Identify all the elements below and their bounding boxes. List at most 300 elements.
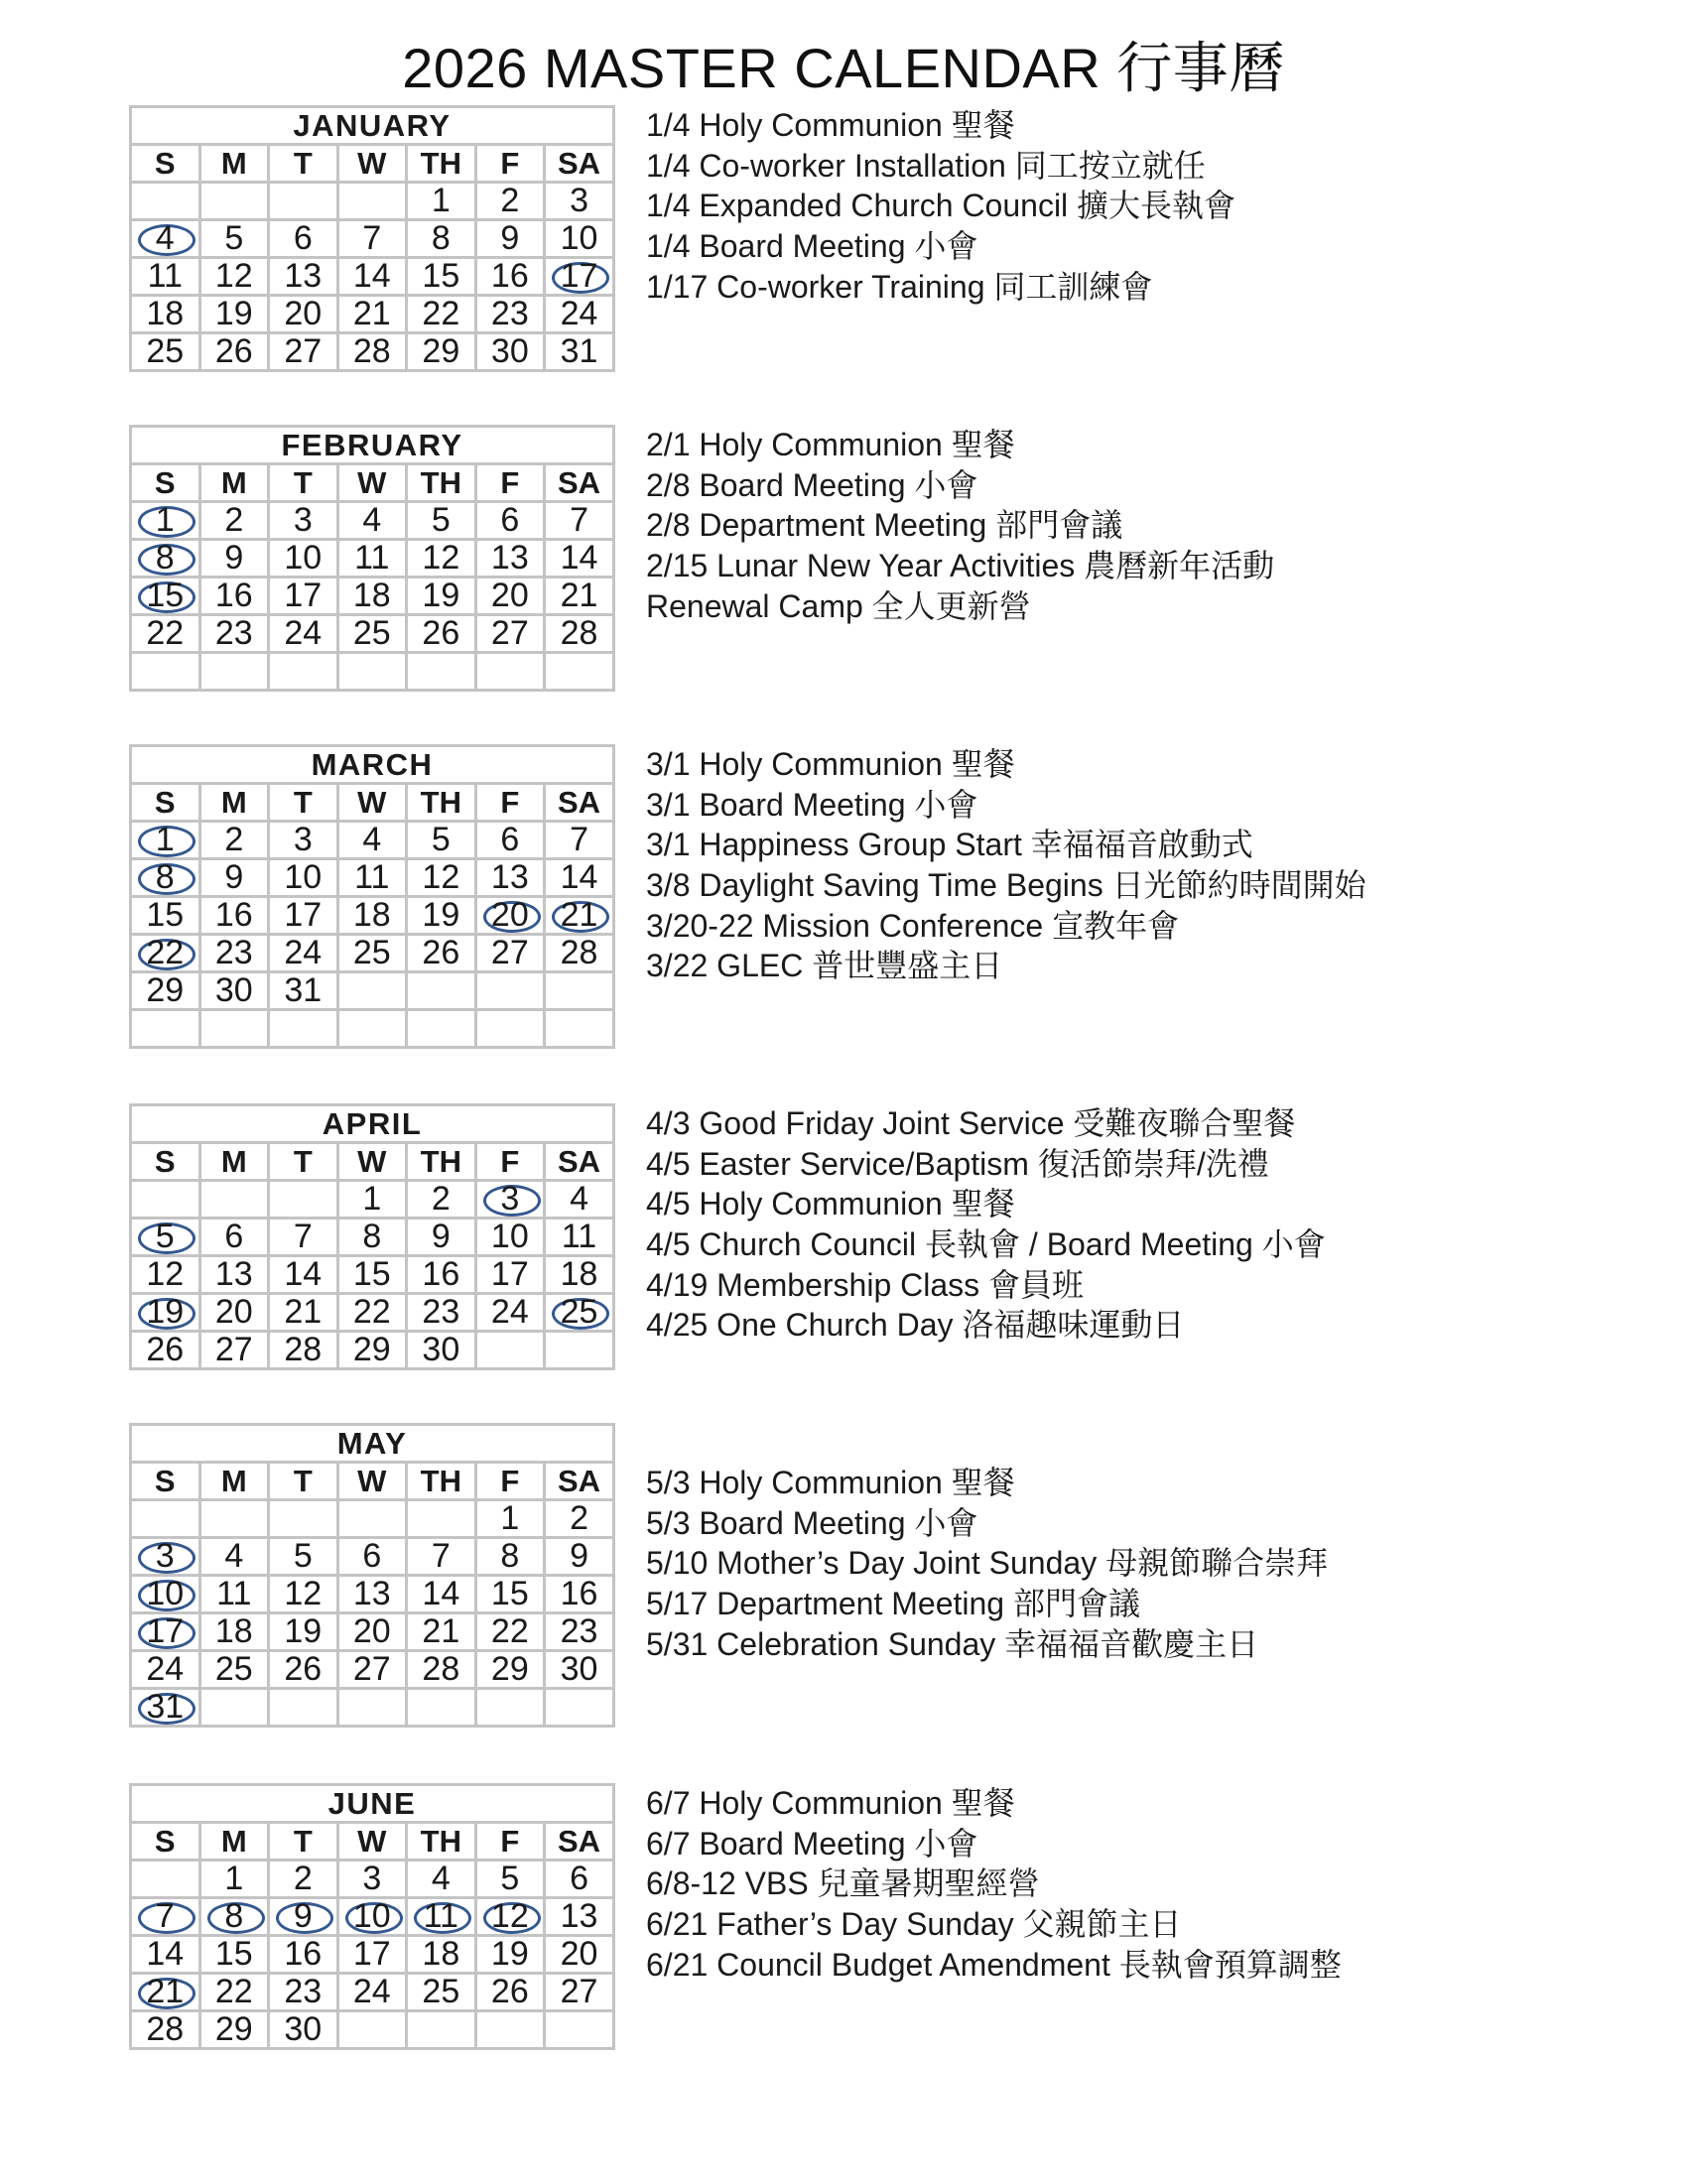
day-cell [337, 1898, 407, 1936]
day-cell [475, 540, 545, 578]
event-item: 6/8-12 VBS 兒童暑期聖經營 [646, 1865, 1040, 1902]
day-cell [199, 1576, 269, 1613]
day-number: 23 [214, 934, 253, 971]
day-cell [407, 1294, 476, 1332]
day-cell [545, 935, 614, 972]
week-row [131, 1613, 614, 1651]
day-number: 28 [284, 1331, 323, 1368]
weekday-header: SA [545, 1463, 614, 1500]
event-item: 4/19 Membership Class 會員班 [646, 1266, 1085, 1303]
day-number: 29 [146, 971, 185, 1009]
day-number: 12 [490, 1897, 529, 1935]
day-number: 17 [560, 257, 598, 295]
day-number: 7 [293, 1218, 313, 1255]
empty-cell [407, 653, 476, 691]
day-cell [337, 897, 407, 935]
empty-cell [407, 2011, 476, 2049]
day-number: 25 [422, 1973, 460, 2010]
day-number: 19 [490, 1935, 529, 1973]
day-cell [131, 1219, 200, 1256]
day-number: 7 [155, 1897, 175, 1935]
day-cell [545, 540, 614, 578]
day-number: 24 [284, 614, 323, 652]
weekday-header: M [199, 1823, 269, 1861]
day-number: 19 [284, 1612, 323, 1650]
day-cell [337, 615, 407, 653]
day-cell [407, 1861, 476, 1898]
day-number: 6 [362, 1537, 382, 1575]
day-number: 11 [216, 1575, 252, 1612]
event-item: 3/1 Holy Communion 聖餐 [646, 746, 1015, 782]
day-cell [475, 333, 545, 371]
day-cell [269, 972, 338, 1010]
day-number: 3 [570, 182, 588, 219]
day-number: 24 [560, 295, 598, 332]
day-number: 9 [431, 1218, 451, 1255]
day-cell [475, 897, 545, 935]
weekday-header: S [131, 464, 200, 502]
empty-cell [337, 1689, 407, 1727]
weekday-header: S [131, 1463, 200, 1500]
month-february [0, 425, 1687, 722]
day-cell [199, 615, 269, 653]
day-number: 13 [490, 858, 529, 896]
event-list [646, 1103, 1326, 1346]
day-cell [407, 220, 476, 258]
day-number: 26 [490, 1973, 529, 2010]
event-item: 2/8 Department Meeting 部門會議 [646, 507, 1123, 544]
empty-cell [545, 2011, 614, 2049]
day-number: 27 [560, 1973, 598, 2010]
week-row [131, 183, 614, 220]
day-cell [475, 296, 545, 333]
day-number: 3 [155, 1537, 175, 1575]
day-cell [407, 1256, 476, 1294]
weekday-header: F [475, 464, 545, 502]
day-cell [545, 897, 614, 935]
empty-cell [199, 1010, 269, 1048]
day-number: 15 [146, 577, 185, 614]
day-cell [337, 1974, 407, 2011]
day-cell [199, 1898, 269, 1936]
day-number: 25 [352, 614, 391, 652]
day-cell [475, 1538, 545, 1576]
day-cell [269, 1974, 338, 2011]
day-cell [199, 220, 269, 258]
week-row [131, 1332, 614, 1369]
day-cell [407, 1974, 476, 2011]
event-item: 1/4 Expanded Church Council 擴大長執會 [646, 188, 1236, 224]
day-cell [545, 333, 614, 371]
weekday-header: W [337, 784, 407, 822]
day-cell [269, 1219, 338, 1256]
week-row [131, 1538, 614, 1576]
day-number: 5 [500, 1860, 520, 1897]
day-number: 10 [284, 539, 323, 577]
day-cell [131, 296, 200, 333]
day-cell [269, 897, 338, 935]
empty-cell [269, 1010, 338, 1048]
empty-cell [337, 183, 407, 220]
day-cell [545, 1861, 614, 1898]
day-number: 18 [146, 295, 185, 332]
day-number: 29 [422, 332, 460, 370]
event-item: 1/4 Board Meeting 小會 [646, 228, 978, 265]
day-cell [337, 1651, 407, 1689]
day-cell [545, 1936, 614, 1974]
day-number: 12 [146, 1255, 185, 1293]
page-title: 2026 MASTER CALENDAR 行事曆 [402, 37, 1285, 99]
day-cell [337, 1219, 407, 1256]
week-row [131, 1576, 614, 1613]
month-name: MARCH [131, 746, 614, 784]
weekday-header: TH [407, 464, 476, 502]
day-number: 30 [422, 1331, 460, 1368]
day-number: 26 [146, 1331, 185, 1368]
day-number: 6 [500, 821, 520, 858]
empty-cell [131, 1861, 200, 1898]
day-cell [269, 296, 338, 333]
day-number: 20 [560, 1935, 598, 1973]
empty-cell [131, 1010, 200, 1048]
day-number: 12 [284, 1575, 323, 1612]
day-number: 4 [224, 1537, 244, 1575]
month-march [0, 744, 1687, 1042]
day-number: 13 [214, 1255, 253, 1293]
day-number: 16 [284, 1935, 323, 1973]
weekday-header: S [131, 784, 200, 822]
day-number: 8 [362, 1218, 382, 1255]
week-row [131, 1974, 614, 2011]
day-cell [545, 183, 614, 220]
day-cell [199, 1613, 269, 1651]
day-cell [407, 1219, 476, 1256]
day-number: 30 [284, 2010, 323, 2048]
empty-cell [337, 653, 407, 691]
day-number: 21 [146, 1973, 185, 2010]
day-number: 22 [146, 614, 185, 652]
calendar-grid [129, 744, 615, 1049]
calendar-grid [129, 1423, 615, 1728]
day-cell [407, 1576, 476, 1613]
day-cell [131, 258, 200, 296]
day-cell [407, 1898, 476, 1936]
day-number: 17 [284, 577, 323, 614]
day-number: 13 [490, 539, 529, 577]
day-cell [199, 1538, 269, 1576]
day-cell [475, 1294, 545, 1332]
day-number: 2 [500, 182, 520, 219]
empty-cell [407, 1689, 476, 1727]
day-number: 12 [214, 257, 253, 295]
day-number: 5 [431, 501, 451, 539]
day-cell [475, 822, 545, 859]
weekday-header: T [269, 145, 338, 183]
day-cell [269, 578, 338, 615]
week-row [131, 822, 614, 859]
event-item: 3/22 GLEC 普世豐盛主日 [646, 948, 1003, 984]
day-number: 7 [570, 821, 588, 858]
day-number: 20 [284, 295, 323, 332]
day-number: 20 [352, 1612, 391, 1650]
day-number: 1 [431, 182, 451, 219]
day-cell [131, 1651, 200, 1689]
event-item: 1/4 Co-worker Installation 同工按立就任 [646, 147, 1206, 184]
day-number: 24 [490, 1293, 529, 1331]
month-january [0, 105, 1687, 403]
day-number: 12 [422, 858, 460, 896]
day-cell [131, 540, 200, 578]
week-row [131, 1898, 614, 1936]
day-cell [199, 972, 269, 1010]
day-cell [407, 502, 476, 540]
day-number: 7 [362, 219, 382, 257]
empty-cell [131, 183, 200, 220]
day-number: 2 [431, 1180, 451, 1218]
day-cell [475, 1256, 545, 1294]
day-number: 18 [560, 1255, 598, 1293]
day-cell [199, 1974, 269, 2011]
day-cell [131, 220, 200, 258]
weekday-header: SA [545, 784, 614, 822]
weekday-header: S [131, 1143, 200, 1181]
month-name: JUNE [131, 1785, 614, 1823]
event-item: 4/5 Church Council 長執會 / Board Meeting 小會 [646, 1226, 1326, 1263]
day-cell [131, 1689, 200, 1727]
week-row [131, 540, 614, 578]
day-number: 15 [490, 1575, 529, 1612]
day-cell [131, 935, 200, 972]
day-cell [407, 897, 476, 935]
day-cell [269, 1613, 338, 1651]
week-row [131, 859, 614, 897]
day-number: 9 [570, 1537, 588, 1575]
day-cell [545, 1538, 614, 1576]
day-cell [337, 1181, 407, 1219]
day-cell [407, 258, 476, 296]
day-number: 19 [146, 1293, 185, 1331]
day-cell [337, 1538, 407, 1576]
event-item: 1/4 Holy Communion 聖餐 [646, 107, 1015, 143]
weekday-header: F [475, 1463, 545, 1500]
week-row [131, 1294, 614, 1332]
event-item: 3/8 Daylight Saving Time Begins 日光節約時間開始 [646, 867, 1366, 904]
day-cell [475, 1974, 545, 2011]
day-number: 14 [422, 1575, 460, 1612]
day-number: 30 [490, 332, 529, 370]
event-list [646, 105, 1235, 307]
empty-cell [475, 1332, 545, 1369]
day-number: 18 [352, 896, 391, 934]
day-cell [407, 1332, 476, 1369]
day-number: 26 [214, 332, 253, 370]
day-cell [337, 333, 407, 371]
day-number: 1 [155, 501, 175, 539]
day-number: 6 [570, 1860, 588, 1897]
day-number: 6 [293, 219, 313, 257]
day-number: 11 [423, 1897, 458, 1935]
empty-cell [545, 653, 614, 691]
day-cell [131, 897, 200, 935]
day-number: 27 [284, 332, 323, 370]
day-number: 8 [431, 219, 451, 257]
day-cell [269, 1861, 338, 1898]
day-cell [545, 1219, 614, 1256]
week-row [131, 1861, 614, 1898]
day-cell [407, 1613, 476, 1651]
event-list [646, 425, 1274, 626]
weekday-header: S [131, 1823, 200, 1861]
day-cell [475, 1898, 545, 1936]
day-number: 11 [147, 257, 183, 295]
day-cell [131, 502, 200, 540]
day-number: 24 [352, 1973, 391, 2010]
day-cell [199, 897, 269, 935]
day-cell [337, 1576, 407, 1613]
week-row [131, 1219, 614, 1256]
event-item: 4/5 Holy Communion 聖餐 [646, 1186, 1015, 1222]
day-number: 3 [500, 1180, 520, 1218]
empty-cell [199, 1689, 269, 1727]
weekday-header: M [199, 1463, 269, 1500]
day-cell [475, 578, 545, 615]
week-row [131, 615, 614, 653]
empty-cell [407, 1500, 476, 1538]
day-number: 29 [214, 2010, 253, 2048]
day-cell [199, 333, 269, 371]
day-number: 16 [214, 896, 253, 934]
day-number: 27 [490, 614, 529, 652]
day-cell [545, 296, 614, 333]
event-item: 3/1 Happiness Group Start 幸福福音啟動式 [646, 827, 1253, 863]
weekday-header: M [199, 1143, 269, 1181]
day-cell [337, 1332, 407, 1369]
day-number: 21 [560, 577, 598, 614]
empty-cell [199, 183, 269, 220]
empty-cell [269, 183, 338, 220]
day-number: 9 [224, 539, 244, 577]
day-number: 30 [214, 971, 253, 1009]
day-number: 18 [214, 1612, 253, 1650]
empty-cell [269, 1500, 338, 1538]
day-number: 27 [490, 934, 529, 971]
day-cell [269, 1651, 338, 1689]
day-cell [545, 615, 614, 653]
day-number: 16 [560, 1575, 598, 1612]
day-number: 30 [560, 1650, 598, 1688]
day-number: 25 [560, 1293, 598, 1331]
day-cell [337, 1294, 407, 1332]
day-cell [199, 578, 269, 615]
event-item: 3/20-22 Mission Conference 宣教年會 [646, 907, 1180, 944]
empty-cell [131, 1181, 200, 1219]
day-cell [475, 615, 545, 653]
day-cell [337, 935, 407, 972]
day-number: 16 [490, 257, 529, 295]
empty-cell [475, 653, 545, 691]
day-cell [475, 183, 545, 220]
month-may [0, 1423, 1687, 1726]
day-number: 3 [293, 821, 313, 858]
day-cell [131, 615, 200, 653]
day-cell [337, 220, 407, 258]
empty-cell [407, 972, 476, 1010]
week-row [131, 333, 614, 371]
day-number: 8 [500, 1537, 520, 1575]
calendar-grid [129, 1103, 615, 1370]
day-cell [545, 1256, 614, 1294]
day-cell [269, 540, 338, 578]
event-list [646, 1783, 1342, 1985]
day-number: 24 [146, 1650, 185, 1688]
weekday-header: SA [545, 1143, 614, 1181]
day-number: 2 [224, 821, 244, 858]
day-cell [545, 258, 614, 296]
day-cell [199, 1294, 269, 1332]
empty-cell [337, 972, 407, 1010]
day-cell [337, 578, 407, 615]
day-cell [131, 1936, 200, 1974]
empty-cell [269, 1689, 338, 1727]
day-number: 11 [354, 539, 390, 577]
weekday-header: M [199, 784, 269, 822]
weekday-header: TH [407, 1823, 476, 1861]
weekday-header: TH [407, 1143, 476, 1181]
day-cell [269, 1294, 338, 1332]
day-number: 27 [214, 1331, 253, 1368]
day-number: 9 [224, 858, 244, 896]
event-list [646, 744, 1366, 986]
event-item: 5/17 Department Meeting 部門會議 [646, 1586, 1140, 1622]
month-april [0, 1103, 1687, 1401]
day-number: 21 [560, 896, 598, 934]
day-number: 22 [490, 1612, 529, 1650]
week-row [131, 1936, 614, 1974]
week-row [131, 1500, 614, 1538]
event-item: 6/7 Board Meeting 小會 [646, 1825, 978, 1862]
day-number: 28 [560, 934, 598, 971]
event-item: 1/17 Co-worker Training 同工訓練會 [646, 268, 1153, 305]
event-item: 4/3 Good Friday Joint Service 受難夜聯合聖餐 [646, 1105, 1296, 1141]
week-row [131, 502, 614, 540]
day-number: 23 [214, 614, 253, 652]
day-number: 21 [284, 1293, 323, 1331]
day-number: 20 [490, 577, 529, 614]
day-number: 14 [352, 257, 391, 295]
day-cell [131, 1576, 200, 1613]
day-cell [199, 1332, 269, 1369]
day-cell [199, 2011, 269, 2049]
day-cell [545, 859, 614, 897]
empty-cell [475, 1689, 545, 1727]
day-number: 10 [490, 1218, 529, 1255]
empty-cell [269, 1181, 338, 1219]
day-number: 20 [490, 896, 529, 934]
day-cell [407, 183, 476, 220]
day-number: 20 [214, 1293, 253, 1331]
week-row [131, 258, 614, 296]
month-name: JANUARY [131, 107, 614, 145]
day-number: 27 [352, 1650, 391, 1688]
day-cell [475, 1181, 545, 1219]
event-item: Renewal Camp 全人更新營 [646, 587, 1031, 624]
day-number: 23 [490, 295, 529, 332]
day-cell [545, 1974, 614, 2011]
day-cell [407, 859, 476, 897]
weekday-header: T [269, 464, 338, 502]
day-cell [407, 540, 476, 578]
day-cell [545, 502, 614, 540]
